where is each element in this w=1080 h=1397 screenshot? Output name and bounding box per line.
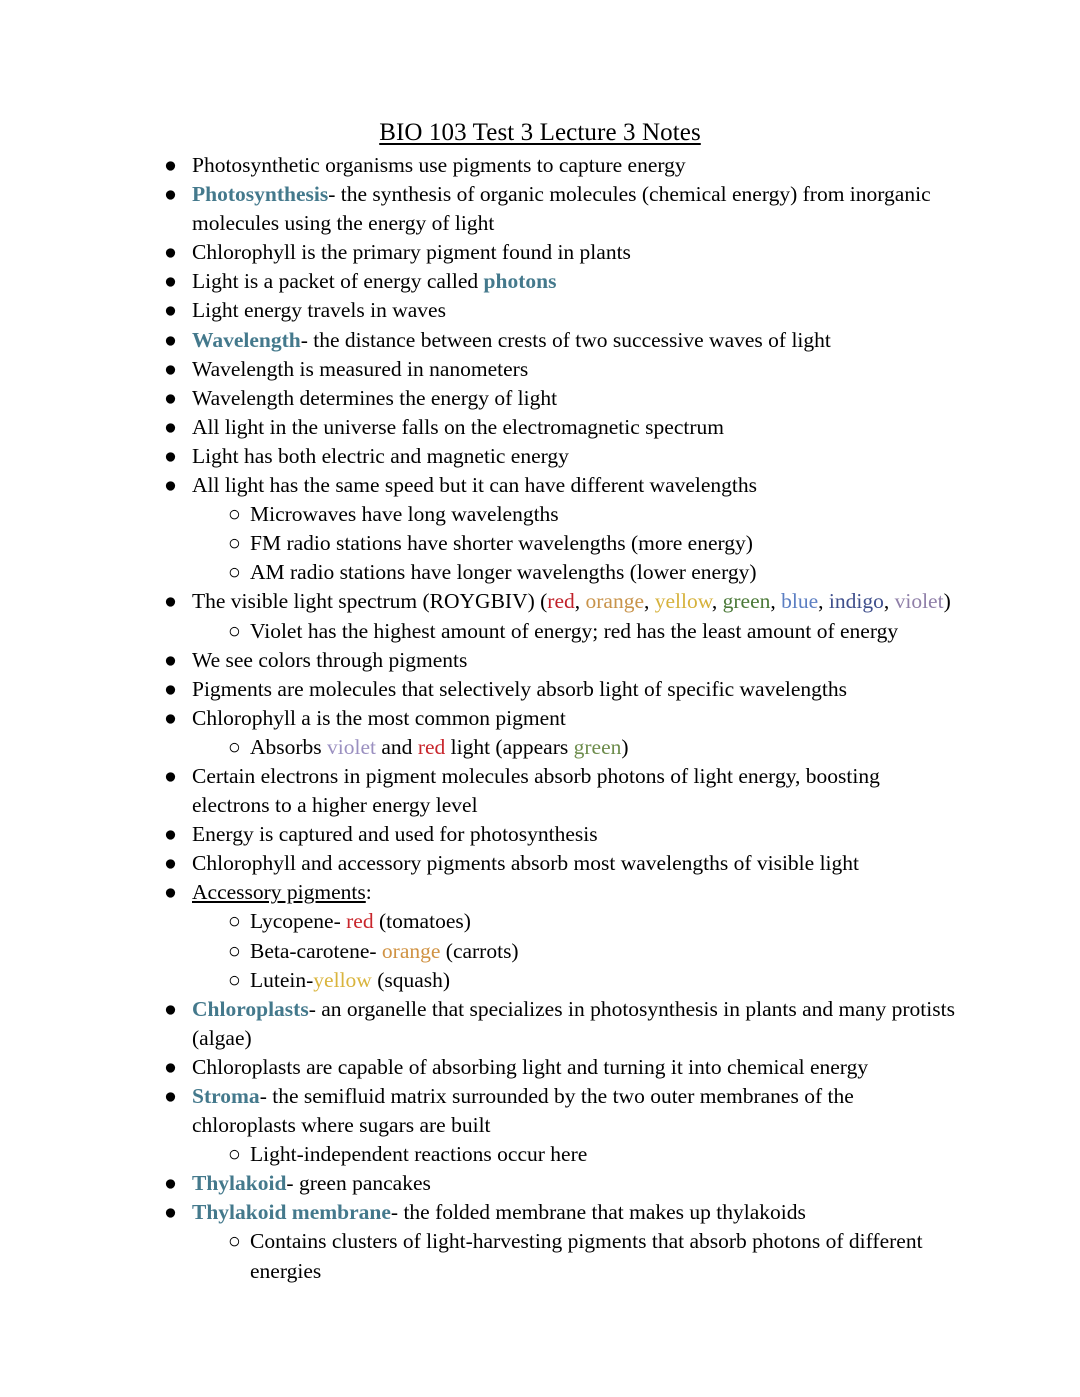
colon: : [365,880,372,905]
sub-list-item-text: Light-independent reactions occur here [250,1142,588,1167]
list-item [164,878,960,994]
list-item-text: Chlorophyll and accessory pigments absorb most wavelengths of visible light [192,851,859,876]
list-item-text: - the distance between crests of two successive waves of light [300,327,831,352]
key-term: Chloroplasts [192,996,309,1021]
sub-bullet-marker-icon: ○ [228,618,241,643]
list-item-text: - green pancakes [286,1171,431,1196]
list-item-text: Pigments are molecules that selectively absorb light of specific wavelengths [192,676,847,701]
list-item [164,995,960,1053]
list-item-text: Light energy travels in waves [192,298,446,323]
sub-list-item [228,937,960,966]
list-item [164,1169,960,1198]
list-item-text: All light has the same speed but it can have different wavelengths [192,473,758,498]
sub-list-item-text: Lycopene- [250,909,347,934]
sub-list [192,733,960,762]
list-item [164,151,960,180]
sub-list-item [228,966,960,995]
sub-list-item-text: Microwaves have long wavelengths [250,502,559,527]
bullet-marker-icon: ● [164,589,177,614]
bullet-marker-icon: ● [164,414,177,439]
list-item [164,296,960,325]
key-term: photons [483,269,557,294]
color-word-blue: blue [781,589,819,614]
bullet-marker-icon: ● [164,269,177,294]
color-word-green: green [722,589,771,614]
sub-list [192,1140,960,1169]
bullet-marker-icon: ● [164,822,177,847]
list-item [164,820,960,849]
list-item-text: Chlorophyll is the primary pigment found in plants [192,240,631,265]
bullet-marker-icon: ● [164,1171,177,1196]
bullet-marker-icon: ● [164,443,177,468]
list-item [164,413,960,442]
sub-list-item-text: FM radio stations have shorter wavelengths (more energy) [250,531,753,556]
list-item [164,267,960,296]
sub-list [192,500,960,587]
list-item-text: - the synthesis of organic molecules (chemical energy) from inorganic molecules using the energy of light [192,182,931,236]
sub-list-item [228,1227,960,1285]
sub-bullet-marker-icon: ○ [228,938,241,963]
list-item: ● The visible light spectrum (ROYGBIV) (red, orange, yellow, green, blue, indigo, violet) ○ Violet has the highest amount of energy; red has the least amount of energy [164,587,960,645]
key-term: Thylakoid [192,1171,287,1196]
sub-list-item-text: Lutein- [250,967,314,992]
sub-list-item [228,907,960,936]
sub-list-item [228,558,960,587]
bullet-marker-icon: ● [164,851,177,876]
bullet-marker-icon: ● [164,182,177,207]
list-item-text: - an organelle that specializes in photosynthesis in plants and many protists (algae) [192,996,955,1050]
bullet-marker-icon: ● [164,385,177,410]
color-word-yellow: yellow [313,967,372,992]
list-item-text: Wavelength is measured in nanometers [192,356,529,381]
color-word-violet: violet [894,589,944,614]
color-word-red: red [547,589,575,614]
bullet-marker-icon: ● [164,327,177,352]
sub-list [192,1227,960,1285]
list-item [164,646,960,675]
sub-list-item-text: (squash) [371,967,451,992]
list-item [164,355,960,384]
list-item [164,762,960,820]
color-word-orange: orange [381,938,441,963]
list-item-text: Certain electrons in pigment molecules absorb photons of light energy, boosting electrons to a higher energy level [192,763,880,818]
sub-bullet-marker-icon: ○ [228,967,241,992]
color-word-green: green [573,734,622,759]
list-item-text: Light has both electric and magnetic energy [192,443,569,468]
sub-bullet-marker-icon: ○ [228,734,241,759]
list-item-text: Energy is captured and used for photosynthesis [192,822,598,847]
bullet-marker-icon: ● [164,996,177,1021]
color-word-red: red [346,909,374,934]
list-item-text: Wavelength determines the energy of light [192,385,558,410]
bullet-marker-icon: ● [164,473,177,498]
color-word-indigo: indigo [828,589,884,614]
list-item [164,704,960,762]
list-item [164,1082,960,1169]
bullet-marker-icon: ● [164,676,177,701]
sub-list-item-text: light (appears [445,734,574,759]
list-item-text: Photosynthetic organisms use pigments to capture energy [192,153,686,177]
list-item [164,675,960,704]
bullet-marker-icon: ● [164,298,177,323]
bullet-marker-icon: ● [164,880,177,905]
list-item-text: - the folded membrane that makes up thylakoids [390,1200,806,1225]
list-item-text: Light is a packet of energy called [192,269,484,294]
sub-bullet-marker-icon: ○ [228,909,241,934]
color-word-orange: orange [585,589,644,614]
list-item-text: - the semifluid matrix surrounded by the two outer membranes of the chloroplasts where sugars are built [192,1084,854,1138]
sub-list-item-text: (tomatoes) [373,909,471,934]
list-item [164,326,960,355]
bullet-marker-icon: ● [164,1054,177,1079]
list-item [164,384,960,413]
list-item-text: We see colors through pigments [192,647,468,672]
notes-list [164,151,960,1286]
sub-list-item [228,529,960,558]
bullet-marker-icon: ● [164,356,177,381]
sub-bullet-marker-icon: ○ [228,560,241,585]
key-term: Photosynthesis [192,182,329,207]
sub-list-item-text: and [376,734,418,759]
bullet-marker-icon: ● [164,705,177,730]
page-title: BIO 103 Test 3 Lecture 3 Notes [379,119,701,146]
sub-list-item-text: Beta-carotene- [250,938,382,963]
list-item [164,1198,960,1285]
list-item [164,180,960,238]
bullet-marker-icon: ● [164,763,177,788]
color-word-violet: violet [327,734,377,759]
sub-list [192,907,960,994]
closing-paren: ) [621,734,629,759]
key-term: Stroma [192,1084,260,1108]
list-item-text: Chlorophyll a is the most common pigment [192,705,566,730]
list-item-text: Chloroplasts are capable of absorbing light and turning it into chemical energy [192,1054,869,1079]
sub-list-item-text: Absorbs [250,734,328,759]
list-item [164,238,960,267]
closing-paren: ) [943,589,951,614]
sub-list-item [228,1140,960,1169]
bullet-marker-icon: ● [164,1200,177,1225]
sub-list [192,617,960,646]
list-item-text: The visible light spectrum (ROYGBIV) ( [192,589,548,614]
sub-list-item [228,617,960,646]
sub-list-item-text: AM radio stations have longer wavelengths (lower energy) [250,560,757,585]
sub-bullet-marker-icon: ○ [228,502,241,527]
sub-list-item-text: (carrots) [440,938,519,963]
bullet-marker-icon: ● [164,240,177,265]
list-item [164,1053,960,1082]
sub-list-item [228,500,960,529]
color-word-red: red [417,734,446,759]
list-item [164,471,960,587]
key-term: Wavelength [192,327,301,352]
section-heading: Accessory pigments [192,880,366,905]
sub-list-item-text: Contains clusters of light-harvesting pigments that absorb photons of different energies [250,1229,923,1283]
list-item [164,442,960,471]
bullet-marker-icon: ● [164,153,177,177]
color-word-yellow: yellow [654,589,712,614]
sub-list-item [228,733,960,762]
sub-bullet-marker-icon: ○ [228,1229,241,1254]
bullet-marker-icon: ● [164,647,177,672]
sub-list-item-text: Violet has the highest amount of energy; red has the least amount of energy [250,618,899,643]
key-term: Thylakoid membrane [192,1200,391,1225]
list-item-text: All light in the universe falls on the electromagnetic spectrum [192,414,724,439]
sub-bullet-marker-icon: ○ [228,1142,241,1167]
sub-bullet-marker-icon: ○ [228,531,241,556]
list-item [164,849,960,878]
bullet-marker-icon: ● [164,1084,177,1108]
